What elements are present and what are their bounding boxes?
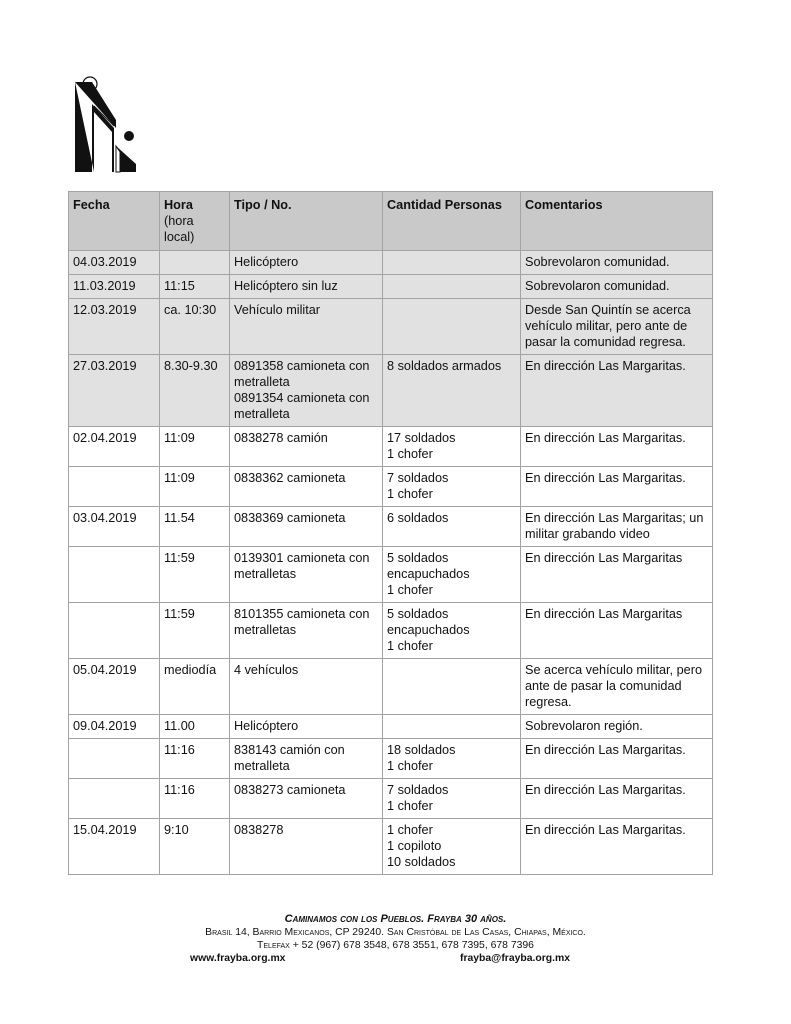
cell-hora: 8.30-9.30: [160, 355, 230, 427]
military-activity-table: [68, 191, 713, 875]
cell-comentarios: Sobrevolaron comunidad.: [521, 251, 713, 275]
header-hora-sub: (hora local): [164, 214, 195, 244]
table-row: [69, 603, 713, 659]
table-header-row: [69, 192, 713, 251]
cell-tipo: Vehículo militar: [230, 299, 383, 355]
cell-comentarios: Desde San Quintín se acerca vehículo militar, pero ante de pasar la comunidad regresa.: [521, 299, 713, 355]
cell-fecha: 15.04.2019: [69, 819, 160, 875]
table-row: [69, 355, 713, 427]
cell-cantidad: 8 soldados armados: [383, 355, 521, 427]
cell-comentarios: En dirección Las Margaritas.: [521, 427, 713, 467]
cell-cantidad: 6 soldados: [383, 507, 521, 547]
cell-comentarios: En dirección Las Margaritas.: [521, 739, 713, 779]
cell-cantidad: [383, 299, 521, 355]
footer-website-link[interactable]: www.frayba.org.mx: [190, 953, 286, 964]
cell-hora: 11:59: [160, 603, 230, 659]
cell-comentarios: En dirección Las Margaritas.: [521, 779, 713, 819]
page-footer: [0, 913, 791, 966]
cell-tipo: 0838273 camioneta: [230, 779, 383, 819]
table-row: [69, 819, 713, 875]
footer-phone: Telefax + 52 (967) 678 3548, 678 3551, 678 7395, 678 7396: [257, 940, 534, 951]
cell-hora: 11.54: [160, 507, 230, 547]
table-row: [69, 547, 713, 603]
cell-comentarios: En dirección Las Margaritas: [521, 603, 713, 659]
cell-hora: 11:16: [160, 779, 230, 819]
table-row: [69, 427, 713, 467]
table-row: [69, 779, 713, 819]
cell-cantidad: 5 soldados encapuchados 1 chofer: [383, 603, 521, 659]
cell-fecha: 09.04.2019: [69, 715, 160, 739]
cell-hora: 9:10: [160, 819, 230, 875]
header-tipo: Tipo / No.: [230, 192, 383, 251]
cell-cantidad: [383, 715, 521, 739]
cell-hora: [160, 251, 230, 275]
cell-tipo: 0838369 camioneta: [230, 507, 383, 547]
cell-comentarios: En dirección Las Margaritas.: [521, 355, 713, 427]
cell-tipo: 0891358 camioneta con metralleta 0891354 camioneta con metralleta: [230, 355, 383, 427]
cell-cantidad: 18 soldados 1 chofer: [383, 739, 521, 779]
table-row: [69, 251, 713, 275]
cell-hora: 11:15: [160, 275, 230, 299]
cell-fecha: 03.04.2019: [69, 507, 160, 547]
table-row: [69, 659, 713, 715]
header-cantidad: Cantidad Personas: [383, 192, 521, 251]
cell-tipo: Helicóptero sin luz: [230, 275, 383, 299]
cell-hora: 11:09: [160, 427, 230, 467]
cell-fecha: [69, 739, 160, 779]
cell-fecha: [69, 467, 160, 507]
cell-tipo: Helicóptero: [230, 251, 383, 275]
cell-hora: 11:09: [160, 467, 230, 507]
cell-cantidad: 1 chofer 1 copiloto 10 soldados: [383, 819, 521, 875]
header-hora-label: Hora: [164, 198, 193, 212]
cell-tipo: 0838362 camioneta: [230, 467, 383, 507]
cell-fecha: 11.03.2019: [69, 275, 160, 299]
cell-cantidad: 17 soldados 1 chofer: [383, 427, 521, 467]
frayba-logo-icon: [70, 76, 140, 176]
cell-comentarios: Sobrevolaron región.: [521, 715, 713, 739]
cell-tipo: 0139301 camioneta con metralletas: [230, 547, 383, 603]
cell-cantidad: [383, 251, 521, 275]
cell-fecha: 27.03.2019: [69, 355, 160, 427]
cell-tipo: Helicóptero: [230, 715, 383, 739]
cell-hora: 11:16: [160, 739, 230, 779]
cell-fecha: [69, 603, 160, 659]
footer-slogan: Caminamos con los Pueblos. Frayba 30 años.: [284, 913, 507, 925]
header-fecha: Fecha: [69, 192, 160, 251]
header-hora: [160, 192, 230, 251]
cell-tipo: 838143 camión con metralleta: [230, 739, 383, 779]
cell-tipo: 0838278: [230, 819, 383, 875]
cell-comentarios: En dirección Las Margaritas.: [521, 819, 713, 875]
footer-email-link[interactable]: frayba@frayba.org.mx: [460, 953, 571, 964]
cell-fecha: 02.04.2019: [69, 427, 160, 467]
cell-cantidad: [383, 275, 521, 299]
cell-fecha: 04.03.2019: [69, 251, 160, 275]
cell-fecha: 12.03.2019: [69, 299, 160, 355]
footer-address: Brasil 14, Barrio Mexicanos, CP 29240. San Cristóbal de Las Casas, Chiapas, México.: [205, 927, 586, 938]
cell-fecha: [69, 779, 160, 819]
table-row: [69, 715, 713, 739]
cell-tipo: 8101355 camioneta con metralletas: [230, 603, 383, 659]
table-row: [69, 275, 713, 299]
table-row: [69, 299, 713, 355]
table-row: [69, 739, 713, 779]
cell-comentarios: Se acerca vehículo militar, pero ante de pasar la comunidad regresa.: [521, 659, 713, 715]
cell-hora: 11.00: [160, 715, 230, 739]
cell-cantidad: 7 soldados 1 chofer: [383, 467, 521, 507]
cell-tipo: 0838278 camión: [230, 427, 383, 467]
cell-hora: mediodía: [160, 659, 230, 715]
cell-hora: ca. 10:30: [160, 299, 230, 355]
cell-cantidad: [383, 659, 521, 715]
cell-hora: 11:59: [160, 547, 230, 603]
cell-comentarios: Sobrevolaron comunidad.: [521, 275, 713, 299]
cell-comentarios: En dirección Las Margaritas; un militar grabando video: [521, 507, 713, 547]
cell-fecha: [69, 547, 160, 603]
cell-comentarios: En dirección Las Margaritas.: [521, 467, 713, 507]
cell-comentarios: En dirección Las Margaritas: [521, 547, 713, 603]
cell-cantidad: 5 soldados encapuchados 1 chofer: [383, 547, 521, 603]
cell-fecha: 05.04.2019: [69, 659, 160, 715]
cell-cantidad: 7 soldados 1 chofer: [383, 779, 521, 819]
cell-tipo: 4 vehículos: [230, 659, 383, 715]
header-comentarios: Comentarios: [521, 192, 713, 251]
table-row: [69, 467, 713, 507]
table-row: [69, 507, 713, 547]
